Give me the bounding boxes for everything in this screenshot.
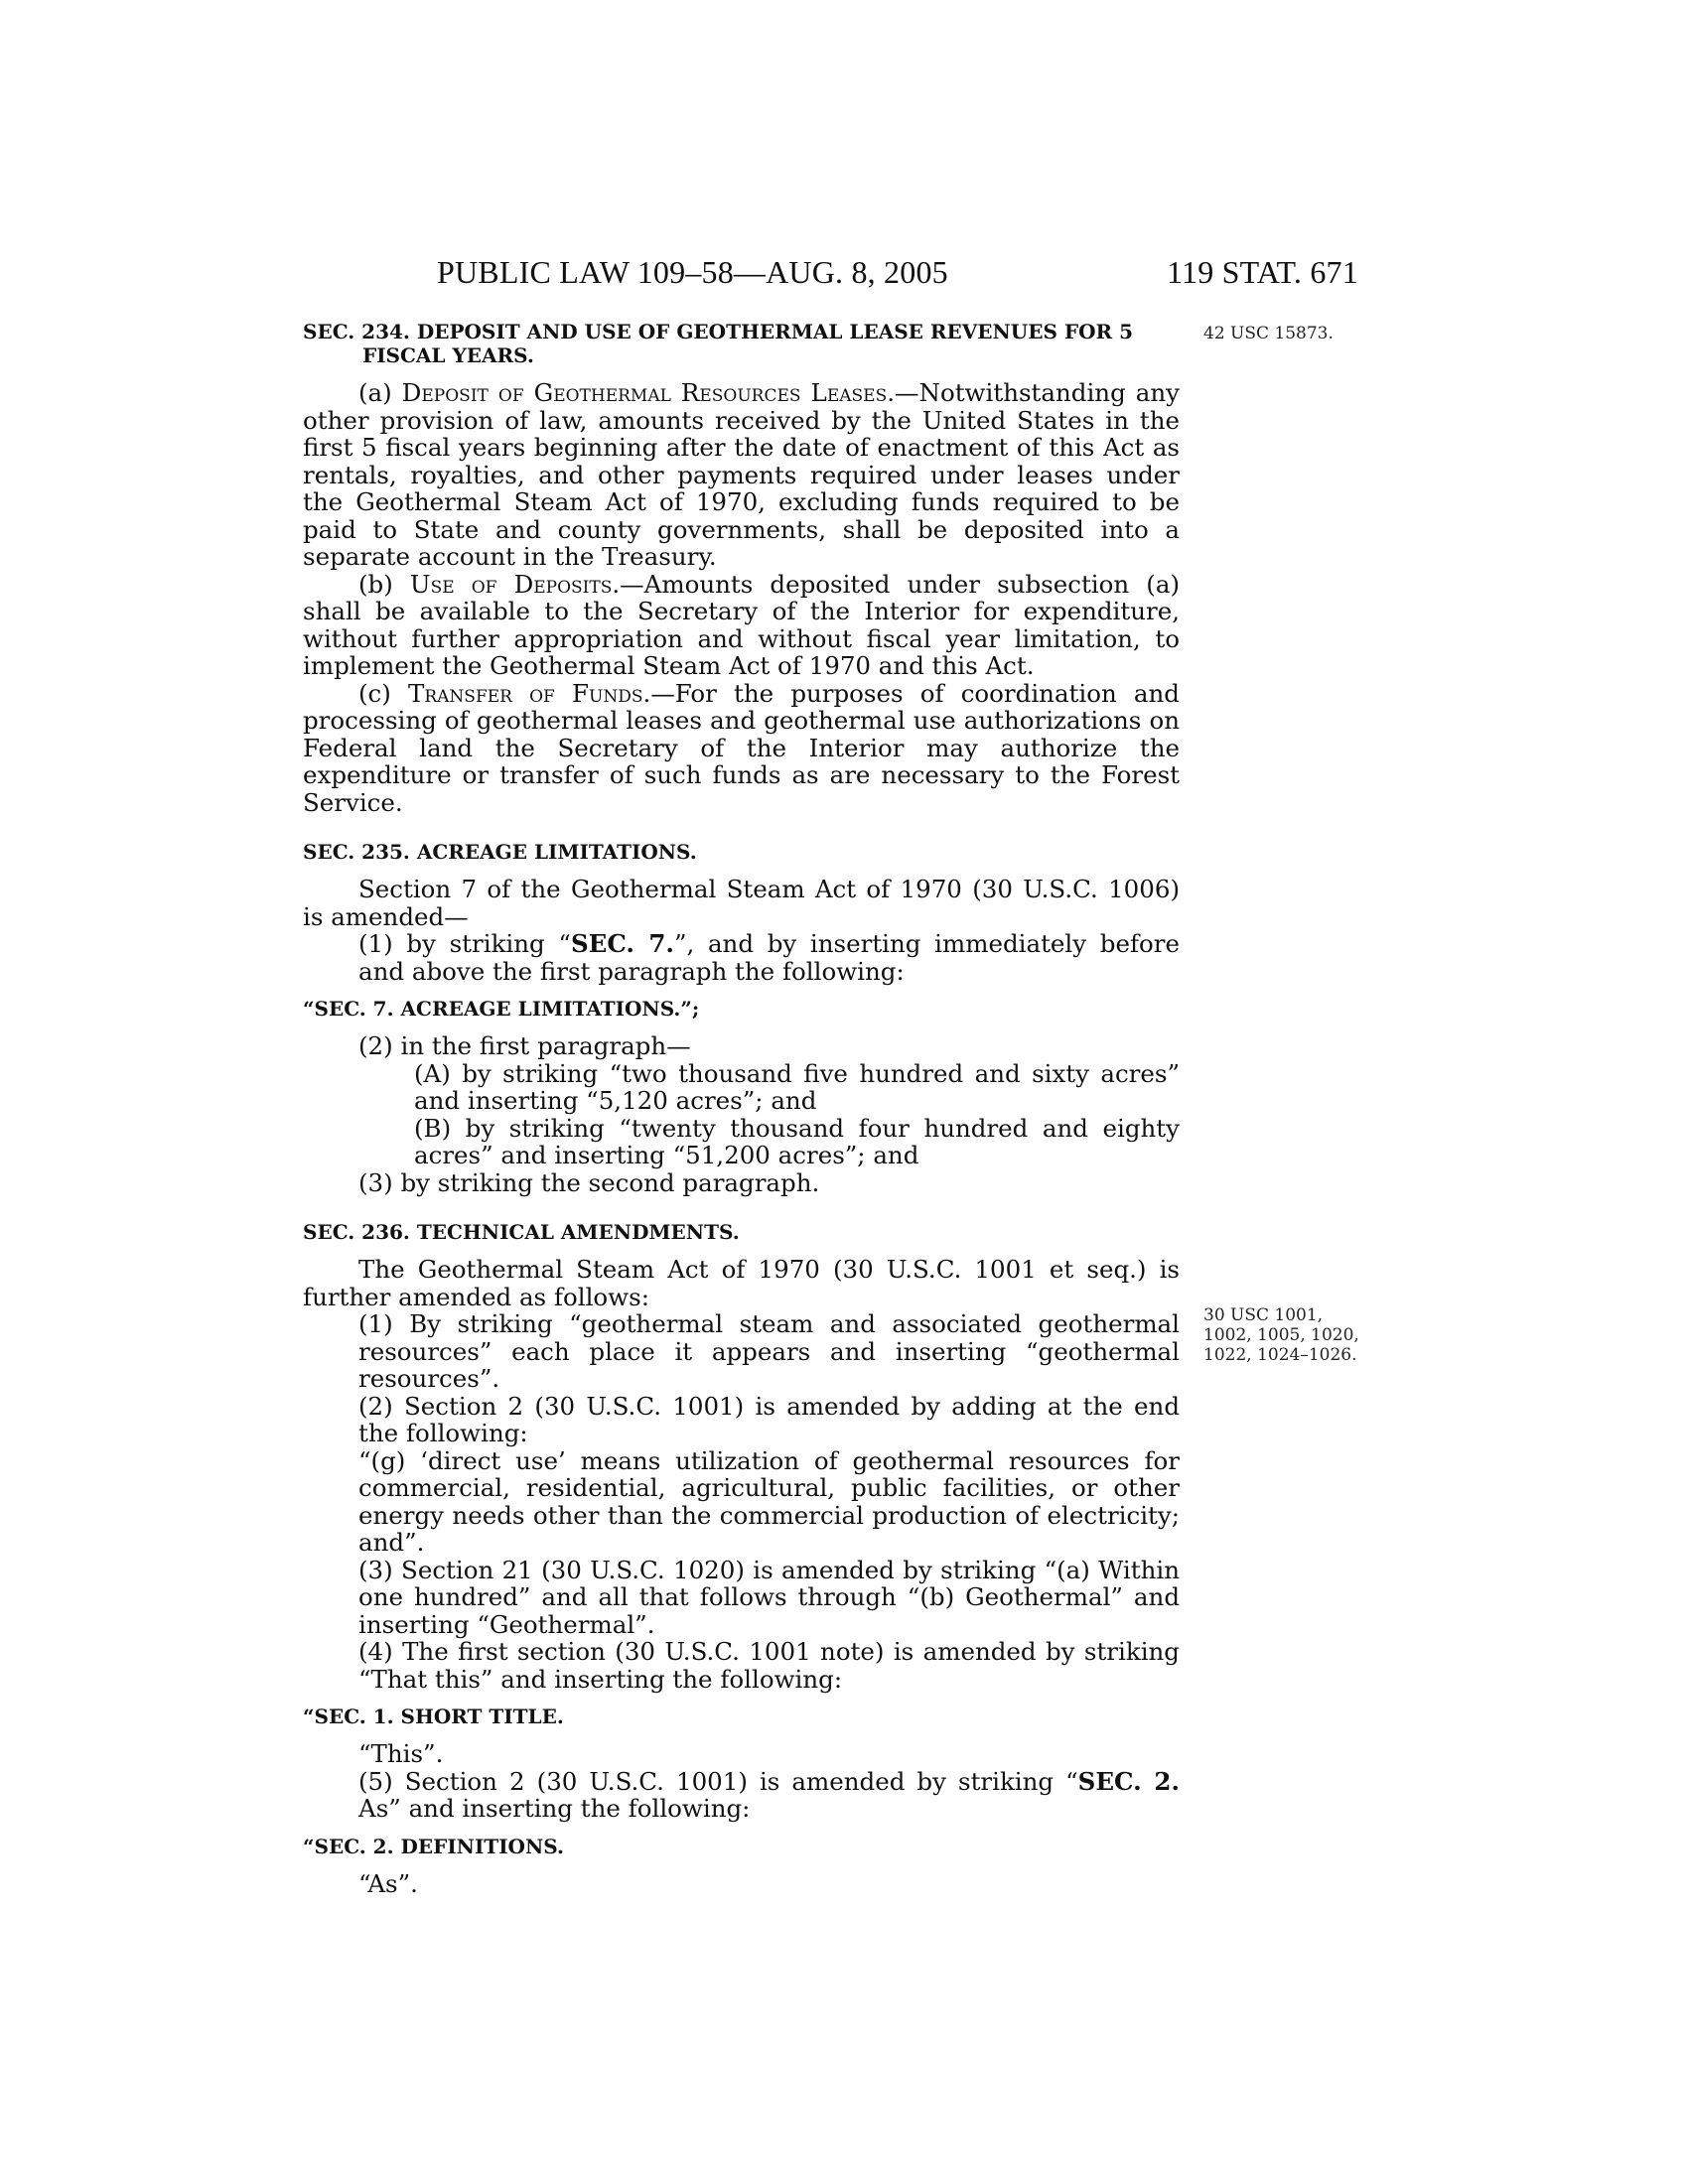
sec236-paragraph-1: (1) By striking “geothermal steam and associated geothermal resources” each place it appears and inserting “geothermal resources”.	[358, 1309, 1180, 1393]
inserted-text-as: “As”.	[358, 1868, 418, 1898]
body-column	[303, 320, 1180, 1897]
sec236-intro: The Geothermal Steam Act of 1970 (30 U.S.C. 1001 et seq.) is further amended as follows:	[303, 1255, 1180, 1311]
inserted-heading-sec-1: “SEC. 1. SHORT TITLE.	[303, 1705, 564, 1728]
running-head-stat: 119 STAT. 671	[1167, 254, 1358, 290]
sec236-paragraph-2-quote: “(g) ‘direct use’ means utilization of geothermal resources for commercial, residential, agricultural, public facilities, or other energy needs other than the commercial production of electricity; and”.	[358, 1445, 1180, 1557]
sec236-paragraph-5	[358, 1768, 1180, 1823]
sec234-b-caption: Use of Deposits.	[409, 569, 621, 599]
section-236-heading: SEC. 236. TECHNICAL AMENDMENTS.	[303, 1220, 740, 1244]
sec234-b-label: (b)	[358, 569, 410, 599]
sec236-p5-start: (5) Section 2 (30 U.S.C. 1001) is amended by striking “	[358, 1766, 1078, 1796]
sec234-subsection-c	[303, 680, 1180, 817]
sec234-c-text: —For the purposes of coordination and processing of geothermal leases and geothermal use authorizations on Federal land the Secretary of the Interior may authorize the expenditure or transfer of such funds as are necessary to the Forest Service.	[303, 678, 1180, 817]
inserted-heading-sec-2: “SEC. 2. DEFINITIONS.	[303, 1834, 564, 1858]
sec234-b-text: —Amounts deposited under subsection (a) shall be available to the Secretary of the Interior for expenditure, without further appropriation and without fiscal year limitation, to implement the Geothermal Steam Act of 1970 and this Act.	[303, 569, 1180, 680]
section-235-heading: SEC. 235. ACREAGE LIMITATIONS.	[303, 840, 697, 864]
sec236-paragraph-3: (3) Section 21 (30 U.S.C. 1020) is amended by striking “(a) Within one hundred” and all that follows through “(b) Geothermal” and inserting “Geothermal”.	[358, 1555, 1180, 1639]
inserted-heading-sec-7: “SEC. 7. ACREAGE LIMITATIONS.”;	[303, 997, 700, 1021]
sec234-c-label: (c)	[358, 678, 408, 708]
section-234-heading: SEC. 234. DEPOSIT AND USE OF GEOTHERMAL LEASE REVENUES FOR 5 FISCAL YEARS.	[303, 320, 1133, 367]
sec234-c-caption: Transfer of Funds.	[408, 678, 651, 708]
sec234-subsection-b	[303, 571, 1180, 680]
margin-note-usc-15873: 42 USC 15873.	[1203, 324, 1334, 343]
sec235-paragraph-2: (2) in the first paragraph—	[358, 1031, 691, 1060]
sec236-paragraph-4: (4) The first section (30 U.S.C. 1001 note) is amended by striking “That this” and inserting the following:	[358, 1637, 1180, 1694]
margin-note-usc-1001: 30 USC 1001, 1002, 1005, 1020, 1022, 1024–1026.	[1203, 1305, 1359, 1365]
inserted-text-this: “This”.	[358, 1739, 444, 1768]
sec235-p1-end: ”, and by inserting immediately before and above the first paragraph the following:	[358, 929, 1181, 986]
sec236-paragraph-2: (2) Section 2 (30 U.S.C. 1001) is amended by adding at the end the following:	[358, 1391, 1180, 1447]
sec234-subsection-a	[303, 379, 1180, 571]
sec235-paragraph-1	[358, 930, 1180, 985]
running-head-title: PUBLIC LAW 109–58—AUG. 8, 2005	[437, 254, 948, 290]
sec235-p1-code: SEC. 7.	[570, 929, 674, 958]
sec234-a-label: (a)	[358, 378, 402, 407]
sec235-paragraph-2A: (A) by striking “two thousand five hundred and sixty acres” and inserting “5,120 acres”; and	[414, 1058, 1180, 1115]
sec236-p5-end: As” and inserting the following:	[358, 1794, 751, 1823]
sec236-p5-code: SEC. 2.	[1077, 1766, 1180, 1796]
sec235-paragraph-3: (3) by striking the second paragraph.	[358, 1167, 820, 1197]
sec235-p1-start: (1) by striking “	[358, 929, 571, 958]
sec235-intro: Section 7 of the Geothermal Steam Act of 1970 (30 U.S.C. 1006) is amended—	[303, 875, 1180, 931]
sec234-a-text: —Notwithstanding any other provision of law, amounts received by the United States in the first 5 fiscal years beginning after the date of enactment of this Act as rentals, royalties, and other payments required under leases under the Geothermal Steam Act of 1970, excluding funds required to be paid to State and county governments, shall be deposited into a separate account in the Treasury.	[303, 378, 1181, 571]
sec235-paragraph-2B: (B) by striking “twenty thousand four hundred and eighty acres” and inserting “51,200 acres”; and	[414, 1113, 1180, 1169]
sec234-a-caption: Deposit of Geothermal Resources Leases.	[401, 378, 896, 407]
